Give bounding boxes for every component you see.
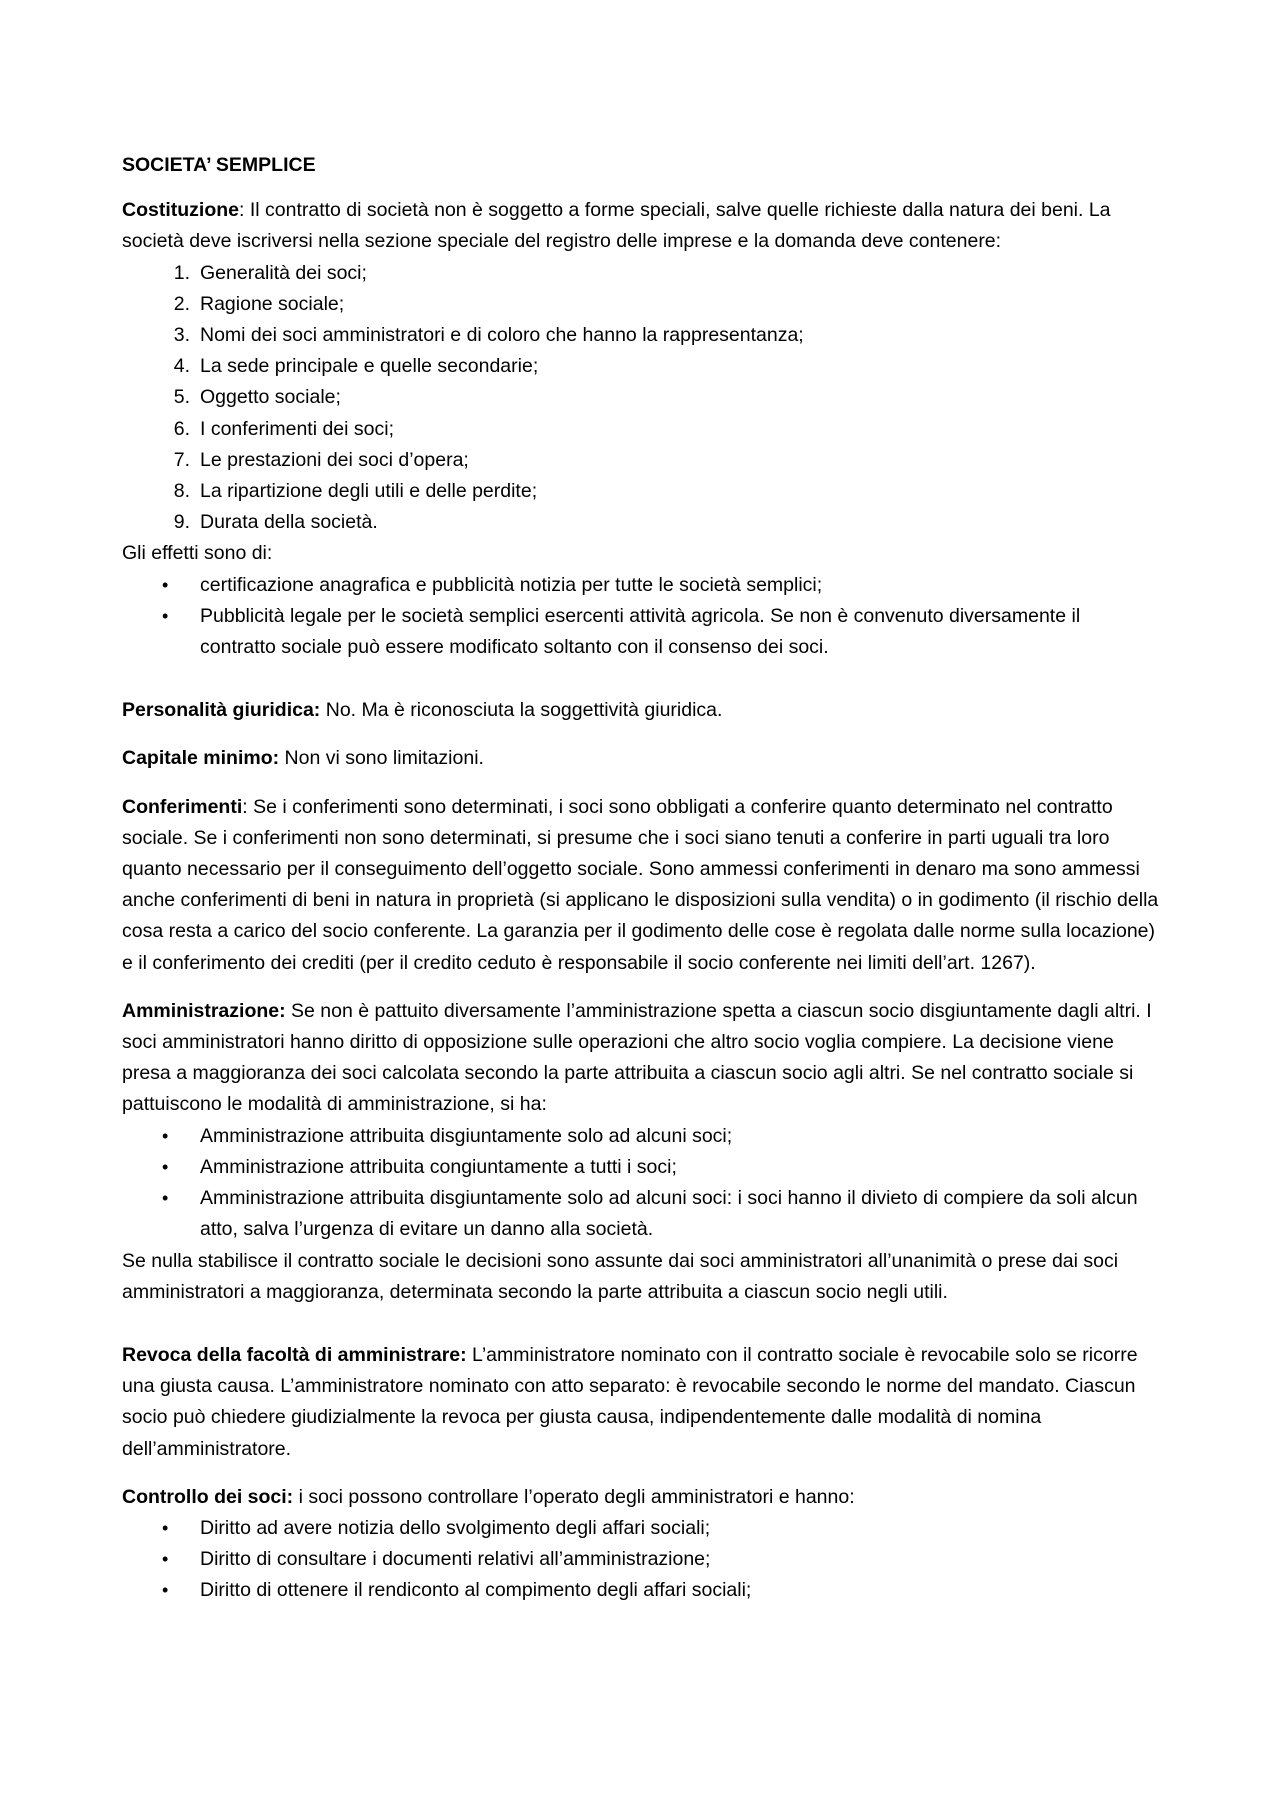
amministrazione-label: Amministrazione: — [122, 999, 286, 1022]
list-item: 8. La ripartizione degli utili e delle perdite; — [173, 480, 538, 503]
section-controllo — [122, 1482, 1160, 1607]
bullet-icon: • — [162, 1156, 169, 1177]
effetti-list — [122, 570, 1160, 664]
bullet-icon: • — [162, 1188, 169, 1209]
revoca-label: Revoca della facoltà di amministrare: — [122, 1343, 467, 1366]
list-item: 5. Oggetto sociale; — [173, 386, 341, 409]
page-title: SOCIETA’ SEMPLICE — [122, 154, 316, 176]
list-item: 1. Generalità dei soci; — [173, 261, 367, 284]
personalita-label: Personalità giuridica: — [122, 699, 321, 722]
list-item: • certificazione anagrafica e pubblicità notizia per tutte le società semplici; — [122, 570, 1160, 601]
list-item: • Amministrazione attribuita disgiuntamente solo ad alcuni soci: i soci hanno il divieto di compiere da soli alcun atto, salva l’urgenza di evitare un danno alla società. — [122, 1183, 1160, 1245]
section-capitale — [122, 743, 1160, 774]
section-personalita — [122, 695, 1160, 726]
list-item: 9. Durata della società. — [173, 511, 378, 534]
controllo-label: Controllo dei soci: — [122, 1485, 294, 1508]
controllo-paragraph: Controllo dei soci: i soci possono controllare l’operato degli amministratori e hanno: — [122, 1485, 855, 1508]
list-item: 2. Ragione sociale; — [173, 292, 345, 315]
list-item: • Pubblicità legale per le società semplici esercenti attività agricola. Se non è convenuto diversamente il contratto sociale può essere modificato soltanto con il consenso dei soci. — [122, 601, 1160, 663]
bullet-icon: • — [162, 1549, 169, 1570]
bullet-icon: • — [162, 1580, 169, 1601]
costituzione-label: Costituzione — [122, 199, 239, 222]
list-item: 6. I conferimenti dei soci; — [173, 417, 395, 440]
list-item: • Amministrazione attribuita congiuntamente a tutti i soci; — [122, 1152, 1160, 1183]
controllo-list — [122, 1513, 1160, 1607]
revoca-paragraph: Revoca della facoltà di amministrare: L’amministratore nominato con il contratto sociale è revocabile solo se ricorre una giusta causa. L’amministratore nominato con atto separato: è revocabile secondo le norme del mandato. Ciascun socio può chiedere giudizialmente la revoca per giusta causa, indipendentemente dalle modalità di nomina dell’amministratore. — [122, 1343, 1138, 1460]
amministrazione-closing: Se nulla stabilisce il contratto sociale le decisioni sono assunte dai soci amministratori all’unanimità o prese dai soci amministratori a maggioranza, determinata secondo la parte attribuita a ciascun socio negli utili. — [122, 1249, 1119, 1303]
amministrazione-list — [122, 1121, 1160, 1246]
costituzione-text: : Il contratto di società non è soggetto a forme speciali, salve quelle richieste dalla natura dei beni. La società deve iscriversi nella sezione speciale del registro delle imprese e la domanda deve contenere: — [122, 199, 1111, 253]
conferimenti-paragraph: Conferimenti: Se i conferimenti sono determinati, i soci sono obbligati a conferire quanto determinato nel contratto sociale. Se i conferimenti non sono determinati, si presume che i soci siano tenuti a conferire in parti uguali tra loro quanto necessario per il conseguimento dell’oggetto sociale. Sono ammessi conferimenti in denaro ma sono ammessi anche conferimenti di beni in natura in proprietà (si applicano le disposizioni sulla vendita) o in godimento (il rischio della cosa resta a carico del socio conferente. La garanzia per il godimento delle cose è regolata dalle norme sulla locazione) e il conferimento dei crediti (per il credito ceduto è responsabile il socio conferente nei limiti dell’art. 1267). — [122, 795, 1159, 974]
list-item: 4. La sede principale e quelle secondarie; — [173, 355, 539, 378]
amministrazione-paragraph: Amministrazione: Se non è pattuito diversamente l’amministrazione spetta a ciascun socio disgiuntamente dagli altri. I soci amministratori hanno diritto di opposizione sulle operazioni che altro socio voglia compiere. La decisione viene presa a maggioranza dei soci calcolata secondo la parte attribuita a ciascun socio agli altri. Se nel contratto sociale si pattuiscono le modalità di amministrazione, si ha: — [122, 999, 1152, 1116]
list-item: 3. Nomi dei soci amministratori e di coloro che hanno la rappresentanza; — [173, 324, 804, 347]
bullet-icon: • — [162, 1125, 169, 1146]
list-item: • Amministrazione attribuita disgiuntamente solo ad alcuni soci; — [122, 1121, 1160, 1152]
section-amministrazione — [122, 996, 1160, 1308]
bullet-icon: • — [162, 605, 169, 626]
costituzione-list — [122, 258, 1160, 539]
conferimenti-label: Conferimenti — [122, 795, 243, 818]
section-conferimenti — [122, 792, 1160, 979]
list-item: • Diritto ad avere notizia dello svolgimento degli affari sociali; — [122, 1513, 1160, 1544]
list-item: • Diritto di consultare i documenti relativi all’amministrazione; — [122, 1544, 1160, 1575]
capitale-label: Capitale minimo: — [122, 747, 280, 770]
list-item: 7. Le prestazioni dei soci d’opera; — [173, 448, 469, 471]
bullet-icon: • — [162, 574, 169, 595]
section-revoca — [122, 1340, 1160, 1465]
bullet-icon: • — [162, 1517, 169, 1538]
section-costituzione — [122, 195, 1160, 663]
capitale-paragraph: Capitale minimo: Non vi sono limitazioni. — [122, 747, 484, 770]
personalita-paragraph: Personalità giuridica: No. Ma è riconosciuta la soggettività giuridica. — [122, 699, 723, 722]
list-item: • Diritto di ottenere il rendiconto al compimento degli affari sociali; — [122, 1575, 1160, 1606]
effetti-intro: Gli effetti sono di: — [122, 542, 273, 565]
costituzione-paragraph — [122, 195, 1160, 257]
